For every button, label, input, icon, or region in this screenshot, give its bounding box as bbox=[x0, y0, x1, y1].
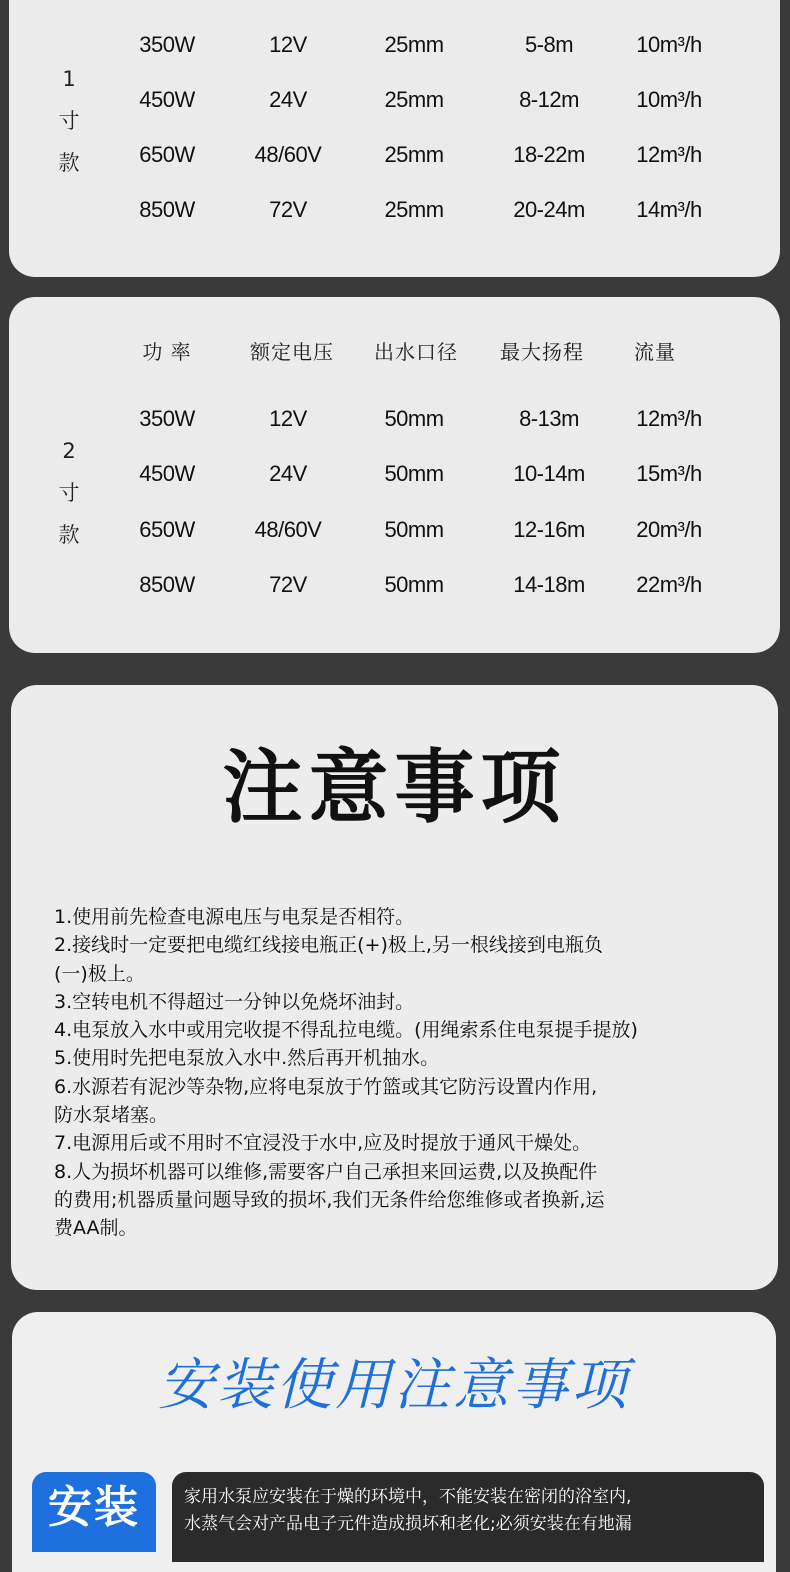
voltage-cell: 48/60V bbox=[254, 517, 322, 542]
head-cell: 5-8m bbox=[524, 32, 574, 57]
power-cell: 650W bbox=[139, 142, 195, 167]
flow-cell: 20m³/h bbox=[636, 517, 702, 542]
header-voltage: 额定电压 bbox=[250, 340, 334, 364]
table-row bbox=[9, 565, 780, 605]
voltage-cell: 12V bbox=[269, 32, 307, 57]
outlet-cell: 25mm bbox=[384, 197, 444, 222]
power-cell: 850W bbox=[139, 197, 195, 222]
table-header-row bbox=[9, 332, 780, 372]
side-label-char: 2 bbox=[62, 439, 76, 463]
notice-line: (一)极上。 bbox=[54, 962, 145, 985]
power-cell: 350W bbox=[139, 406, 195, 431]
spec-table-1inch bbox=[9, 0, 780, 277]
flow-cell: 14m³/h bbox=[636, 197, 702, 222]
table-row bbox=[9, 80, 780, 120]
install-text-box bbox=[172, 1472, 764, 1562]
voltage-cell: 24V bbox=[269, 461, 307, 486]
outlet-cell: 50mm bbox=[384, 406, 444, 431]
notice-line: 8.人为损坏机器可以维修,需要客户自己承担来回运费,以及换配件 bbox=[54, 1160, 598, 1183]
head-cell: 8-13m bbox=[519, 406, 579, 431]
install-text-line: 家用水泵应安装在于燥的环境中，不能安装在密闭的浴室内, bbox=[184, 1487, 632, 1507]
flow-cell: 22m³/h bbox=[636, 572, 702, 597]
notice-line: 5.使用时先把电泵放入水中.然后再开机抽水。 bbox=[54, 1047, 440, 1070]
header-flow: 流量 bbox=[634, 340, 676, 364]
table-row bbox=[9, 190, 780, 230]
power-cell: 850W bbox=[139, 572, 195, 597]
install-badge: 安装 bbox=[32, 1472, 156, 1552]
notice-title: 注意事项 bbox=[222, 741, 567, 834]
table-row bbox=[9, 454, 780, 494]
outlet-cell: 50mm bbox=[384, 517, 444, 542]
outlet-cell: 25mm bbox=[384, 142, 444, 167]
head-cell: 20-24m bbox=[513, 197, 585, 222]
notice-line: 4.电泵放入水中或用完收提不得乱拉电缆。(用绳索系住电泵提手提放) bbox=[54, 1019, 638, 1042]
notice-line: 2.接线时一定要把电缆红线接电瓶正(+)极上,另一根线接到电瓶负 bbox=[54, 934, 603, 957]
voltage-cell: 72V bbox=[269, 572, 307, 597]
notice-list bbox=[54, 903, 774, 1243]
notice-line: 费AA制。 bbox=[54, 1217, 138, 1240]
side-label-char: 寸 bbox=[58, 481, 80, 505]
notice-card bbox=[11, 685, 778, 1290]
head-cell: 8-12m bbox=[519, 87, 579, 112]
power-cell: 650W bbox=[139, 517, 195, 542]
header-power: 功 率 bbox=[142, 340, 192, 364]
notice-line: 的费用;机器质量问题导致的损坏,我们无条件给您维修或者换新,运 bbox=[54, 1188, 605, 1211]
head-cell: 12-16m bbox=[513, 517, 585, 542]
voltage-cell: 48/60V bbox=[254, 142, 322, 167]
outlet-cell: 50mm bbox=[384, 572, 444, 597]
voltage-cell: 12V bbox=[269, 406, 307, 431]
notice-line: 7.电源用后或不用时不宜浸没于水中,应及时提放于通风干燥处。 bbox=[54, 1132, 592, 1155]
flow-cell: 12m³/h bbox=[636, 406, 702, 431]
side-label-char: 寸 bbox=[58, 109, 80, 133]
flow-cell: 15m³/h bbox=[636, 461, 702, 486]
install-text-line: 水蒸气会对产品电子元件造成损坏和老化;必须安装在有地漏 bbox=[184, 1514, 632, 1534]
notice-line: 3.空转电机不得超过一分钟以免烧坏油封。 bbox=[54, 990, 415, 1013]
outlet-cell: 50mm bbox=[384, 461, 444, 486]
spec-table-2inch bbox=[9, 297, 780, 653]
outlet-cell: 25mm bbox=[384, 87, 444, 112]
voltage-cell: 72V bbox=[269, 197, 307, 222]
flow-cell: 10m³/h bbox=[636, 87, 702, 112]
header-outlet: 出水口径 bbox=[374, 340, 458, 364]
table-row bbox=[9, 510, 780, 550]
voltage-cell: 24V bbox=[269, 87, 307, 112]
head-cell: 10-14m bbox=[513, 461, 585, 486]
power-cell: 450W bbox=[139, 461, 195, 486]
table-row bbox=[9, 135, 780, 175]
power-cell: 450W bbox=[139, 87, 195, 112]
flow-cell: 12m³/h bbox=[636, 142, 702, 167]
flow-cell: 10m³/h bbox=[636, 32, 702, 57]
side-label-char: 款 bbox=[58, 523, 80, 547]
notice-line: 防水泵堵塞。 bbox=[54, 1104, 169, 1127]
power-cell: 350W bbox=[139, 32, 195, 57]
notice-line: 1.使用前先检查电源电压与电泵是否相符。 bbox=[54, 906, 415, 928]
side-label-char: 款 bbox=[58, 151, 80, 175]
table-row bbox=[9, 399, 780, 439]
notice-line: 6.水源若有泥沙等杂物,应将电泵放于竹篮或其它防污设置内作用, bbox=[54, 1075, 598, 1098]
header-head: 最大扬程 bbox=[500, 340, 584, 364]
side-label-char: 1 bbox=[62, 67, 76, 91]
install-title: 安装使用注意事项 bbox=[158, 1353, 630, 1418]
outlet-cell: 25mm bbox=[384, 32, 444, 57]
install-card bbox=[12, 1312, 776, 1572]
head-cell: 14-18m bbox=[513, 572, 585, 597]
table-row bbox=[9, 25, 780, 65]
head-cell: 18-22m bbox=[513, 142, 585, 167]
